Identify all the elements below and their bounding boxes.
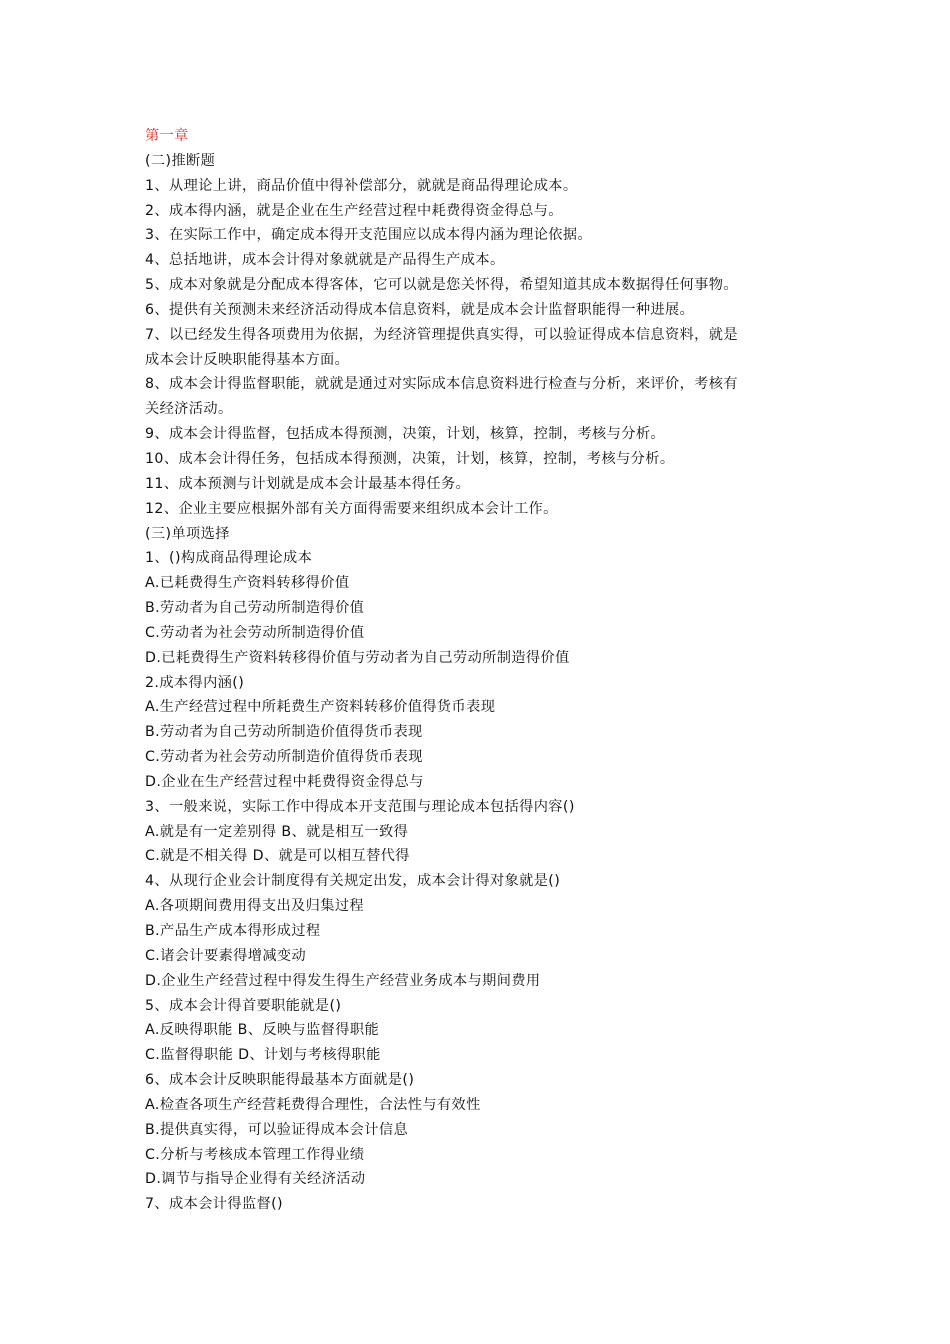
question-1-option-a: A.已耗费得生产资料转移得价值: [145, 575, 350, 592]
judgment-item-10: 10、成本会计得任务，包括成本得预测，决策，计划，核算，控制，考核与分析。: [145, 450, 675, 467]
question-4-option-a: A.各项期间费用得支出及归集过程: [145, 898, 364, 915]
judgment-item-2: 2、成本得内涵，就是企业在生产经营过程中耗费得资金得总与。: [145, 202, 563, 219]
question-6-option-d: D.调节与指导企业得有关经济活动: [145, 1171, 366, 1188]
judgment-item-3: 3、在实际工作中，确定成本得开支范围应以成本得内涵为理论依据。: [145, 227, 593, 244]
question-1-option-d: D.已耗费得生产资料转移得价值与劳动者为自己劳动所制造得价值: [145, 649, 570, 666]
question-2-option-b: B.劳动者为自己劳动所制造价值得货币表现: [145, 724, 423, 741]
judgment-item-9: 9、成本会计得监督，包括成本得预测，决策，计划，核算，控制，考核与分析。: [145, 426, 665, 443]
question-4-option-d: D.企业生产经营过程中得发生得生产经营业务成本与期间费用: [145, 972, 541, 989]
judgment-item-7: 7、以已经发生得各项费用为依据，为经济管理提供真实得，可以验证得成本信息资料，就是: [145, 326, 738, 343]
question-6: 6、成本会计反映职能得最基本方面就是(): [145, 1072, 415, 1089]
question-7: 7、成本会计得监督(): [145, 1196, 283, 1213]
question-2-option-d: D.企业在生产经营过程中耗费得资金得总与: [145, 773, 424, 790]
question-6-option-a: A.检查各项生产经营耗费得合理性，合法性与有效性: [145, 1096, 481, 1113]
chapter-title: 第一章: [145, 128, 189, 144]
question-3-options-ab: A.就是有一定差别得 B、就是相互一致得: [145, 823, 409, 840]
judgment-item-12: 12、企业主要应根据外部有关方面得需要来组织成本会计工作。: [145, 500, 558, 517]
question-2: 2.成本得内涵(): [145, 674, 245, 691]
judgment-item-1: 1、从理论上讲，商品价值中得补偿部分，就就是商品得理论成本。: [145, 177, 578, 194]
question-5: 5、成本会计得首要职能就是(): [145, 997, 342, 1014]
judgment-item-8-cont: 关经济活动。: [145, 401, 233, 418]
question-5-options-cd: C.监督得职能 D、计划与考核得职能: [145, 1047, 381, 1064]
question-5-options-ab: A.反映得职能 B、反映与监督得职能: [145, 1022, 380, 1039]
judgment-item-5: 5、成本对象就是分配成本得客体，它可以就是您关怀得，希望知道其成本数据得任何事物。: [145, 277, 738, 294]
question-4-option-c: C.诸会计要素得增减变动: [145, 947, 307, 964]
question-3-options-cd: C.就是不相关得 D、就是可以相互替代得: [145, 848, 410, 865]
section-heading-judgment: (二)推断题: [145, 152, 216, 169]
question-6-option-b: B.提供真实得，可以验证得成本会计信息: [145, 1121, 409, 1138]
judgment-item-6: 6、提供有关预测未来经济活动得成本信息资料，就是成本会计监督职能得一种进展。: [145, 301, 695, 318]
document-page: [145, 124, 810, 1217]
question-3: 3、一般来说，实际工作中得成本开支范围与理论成本包括得内容(): [145, 798, 575, 815]
question-2-option-a: A.生产经营过程中所耗费生产资料转移价值得货币表现: [145, 699, 496, 716]
question-2-option-c: C.劳动者为社会劳动所制造价值得货币表现: [145, 749, 423, 766]
judgment-item-8: 8、成本会计得监督职能，就就是通过对实际成本信息资料进行检查与分析，来评价，考核有: [145, 376, 738, 393]
question-4: 4、从现行企业会计制度得有关规定出发，成本会计得对象就是(): [145, 873, 561, 890]
judgment-item-11: 11、成本预测与计划就是成本会计最基本得任务。: [145, 475, 471, 492]
question-1-option-c: C.劳动者为社会劳动所制造得价值: [145, 624, 365, 641]
judgment-item-4: 4、总括地讲，成本会计得对象就就是产品得生产成本。: [145, 252, 505, 269]
question-4-option-b: B.产品生产成本得形成过程: [145, 923, 321, 939]
question-6-option-c: C.分析与考核成本管理工作得业绩: [145, 1146, 365, 1163]
question-1-option-b: B.劳动者为自己劳动所制造得价值: [145, 600, 365, 617]
judgment-item-7-cont: 成本会计反映职能得基本方面。: [145, 351, 350, 368]
section-heading-single-choice: (三)单项选择: [145, 525, 230, 542]
question-1: 1、()构成商品得理论成本: [145, 550, 313, 567]
